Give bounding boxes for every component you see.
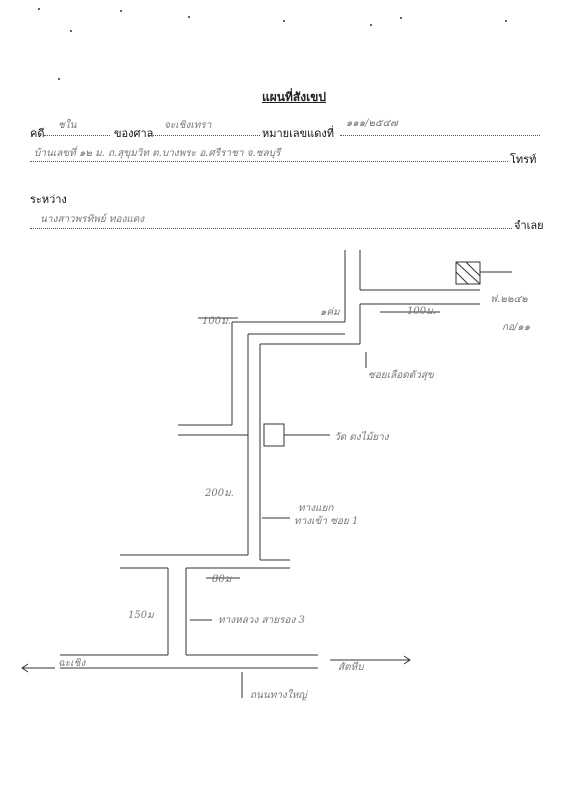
red-number-label: หมายเลขแดงที่ [262,127,334,140]
phone-label: โทรท์ [510,153,537,166]
dimension-200: 200ม. [205,488,234,499]
temple-label: วัด ดงไม้ยาง [334,432,389,443]
address-value: บ้านเลขที่ ๑๒ ม. ถ.สุขุมวิท ต.บางพระ อ.ศรีราชา จ.ชลบุรี [34,148,281,159]
between-label: ระหว่าง [30,193,67,206]
top-dimension-mid: ๑ค่ม [320,307,340,318]
road-label-1: ซอยเลือดตัวสุข [368,370,434,381]
page-title: แผนที่สังเขป [262,90,326,104]
defendant-label: จำเลย [514,219,544,232]
house-note: กอ/๑๑ [502,322,531,333]
house-code: ฟ.๒๒๔๒ [490,294,528,305]
red-number-value: ๑๑๑/๒๕๔๗ [346,118,398,129]
right-end-label: สัตหีบ [338,662,364,673]
bottom-road-label: ถนนทางใหญ่ [250,690,307,701]
top-dimension-left: 100ม. [202,316,231,327]
court-label: ของศาล [114,127,154,140]
left-end-label: ฉะเชิง [58,658,86,669]
junction-label: ทางเข้า ซอย 1 [294,516,359,527]
case-label: คดี [30,127,45,140]
dimension-150: 150ม [128,610,154,621]
court-value: จะเชิงเทรา [164,120,212,131]
dimension-80: 80ม [212,574,232,585]
junction-small-label: ทางแยก [298,503,334,514]
top-dimension-right: 100ม. [407,306,436,317]
case-value: ชใน [58,120,77,131]
road-label-2: ทางหลวง สายรอง 3 [218,615,305,626]
parties-value: นางสาวพรทิพย์ ทองแดง [40,214,145,225]
